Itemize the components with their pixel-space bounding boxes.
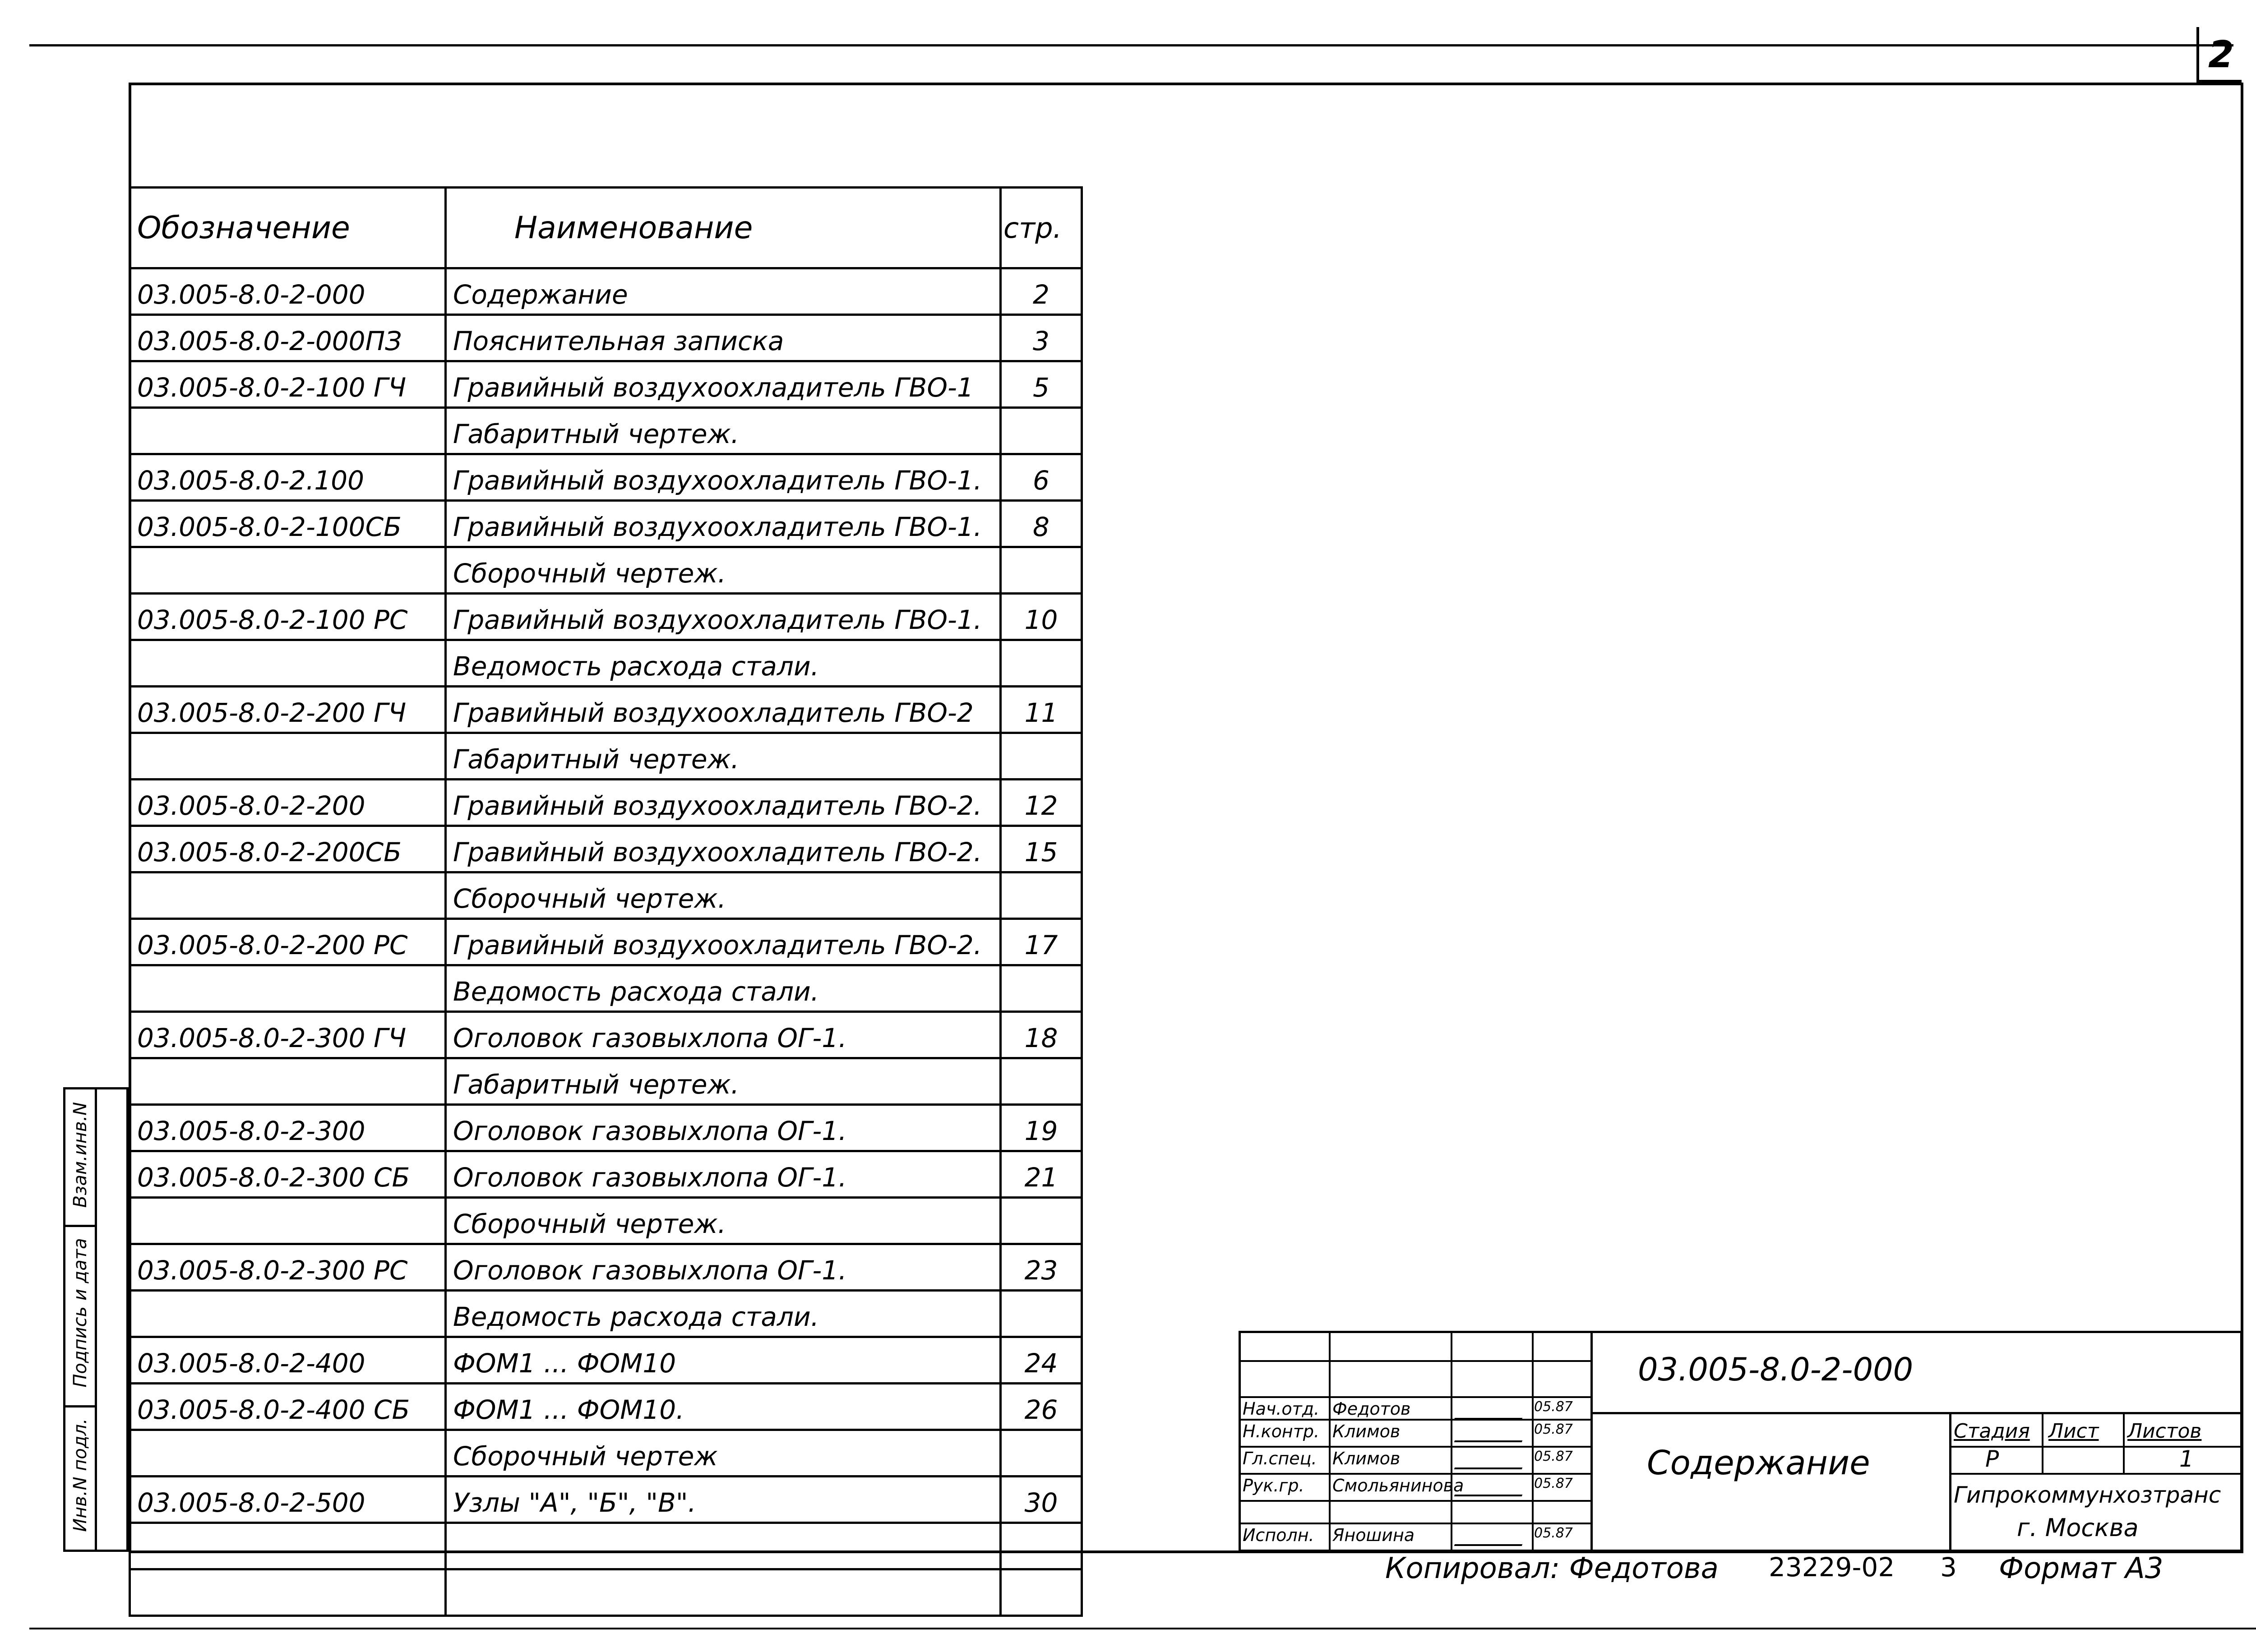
designation-cell: 03.005-8.0-2-500 <box>130 1477 446 1523</box>
designation-cell <box>130 547 446 594</box>
table-row <box>130 501 1082 547</box>
name-cell: Гравийный воздухоохладитель ГВО-1. <box>446 594 1001 640</box>
replace-inv-label: Взам.инв.N <box>70 1102 91 1208</box>
table-row <box>130 872 1082 919</box>
designation-cell: 03.005-8.0-2-300 СБ <box>130 1151 446 1198</box>
table-row <box>130 408 1082 454</box>
table-row <box>130 1477 1082 1523</box>
designation-cell: 03.005-8.0-2-200 РС <box>130 919 446 965</box>
page-cell: 19 <box>1001 1105 1082 1151</box>
table-row <box>130 1151 1082 1198</box>
designation-cell: 03.005-8.0-2-400 <box>130 1337 446 1384</box>
title-block-date-cell: 05.87 <box>1534 1399 1573 1415</box>
page-cell: 23 <box>1001 1244 1082 1291</box>
designation-cell <box>130 965 446 1012</box>
name-cell: Гравийный воздухоохладитель ГВО-2. <box>446 919 1001 965</box>
title-block-role-cell: Н.контр. <box>1243 1421 1320 1441</box>
sheets-value: 1 <box>2179 1446 2194 1472</box>
title-block-name-cell: Смольянинова <box>1332 1476 1464 1495</box>
page-cell: 8 <box>1001 501 1082 547</box>
designation-cell: 03.005-8.0-2-000ПЗ <box>130 315 446 361</box>
document-title: Содержание <box>1647 1444 1870 1482</box>
table-row <box>130 1244 1082 1291</box>
organization-name: Гипрокоммунхозтранс <box>1954 1482 2221 1508</box>
table-row <box>130 687 1082 733</box>
designation-cell: 03.005-8.0-2-300 ГЧ <box>130 1012 446 1058</box>
page-cell <box>1001 733 1082 780</box>
table-row <box>130 594 1082 640</box>
signature-mark <box>1454 1478 1529 1496</box>
page-cell <box>1001 1523 1082 1569</box>
page-cell <box>1001 1291 1082 1337</box>
name-cell: Оголовок газовыхлопа ОГ-1. <box>446 1105 1001 1151</box>
title-block-name-cell: Климов <box>1332 1421 1401 1441</box>
name-cell <box>446 1569 1001 1616</box>
title-block-name-cell: Федотов <box>1332 1399 1411 1419</box>
sheet-label: Лист <box>2048 1420 2099 1443</box>
name-cell: Оголовок газовыхлопа ОГ-1. <box>446 1244 1001 1291</box>
table-row <box>130 547 1082 594</box>
page-cell: 26 <box>1001 1384 1082 1430</box>
table-row <box>130 361 1082 408</box>
table-row <box>130 733 1082 780</box>
name-cell: Сборочный чертеж. <box>446 1198 1001 1244</box>
title-block-role-cell: Рук.гр. <box>1243 1476 1304 1495</box>
page-cell: 11 <box>1001 687 1082 733</box>
title-block-name-cell: Яношина <box>1332 1525 1415 1545</box>
sheets-label: Листов <box>2127 1420 2202 1443</box>
title-block-role-cell: Исполн. <box>1243 1525 1314 1545</box>
name-cell: Гравийный воздухоохладитель ГВО-2. <box>446 826 1001 872</box>
title-block-left-grid <box>1241 1333 1593 1550</box>
sheet-number: 2 <box>2208 33 2234 76</box>
designation-cell: 03.005-8.0-2-200 ГЧ <box>130 687 446 733</box>
inv-orig-label: Инв.N подл. <box>70 1418 91 1532</box>
designation-cell <box>130 1569 446 1616</box>
designation-cell: 03.005-8.0-2.100 <box>130 454 446 501</box>
name-cell: Содержание <box>446 268 1001 315</box>
format-label: Формат А3 <box>1999 1552 2164 1585</box>
designation-cell: 03.005-8.0-2-400 СБ <box>130 1384 446 1430</box>
title-block-date-cell: 05.87 <box>1534 1449 1573 1464</box>
designation-cell: 03.005-8.0-2-300 РС <box>130 1244 446 1291</box>
page-cell: 17 <box>1001 919 1082 965</box>
name-cell: Оголовок газовыхлопа ОГ-1. <box>446 1012 1001 1058</box>
title-block-name-cell: Климов <box>1332 1449 1401 1468</box>
name-cell: Гравийный воздухоохладитель ГВО-1. <box>446 501 1001 547</box>
designation-cell: 03.005-8.0-2-200 <box>130 780 446 826</box>
page-cell: 30 <box>1001 1477 1082 1523</box>
name-cell: Габаритный чертеж. <box>446 1058 1001 1105</box>
page-cell <box>1001 1569 1082 1616</box>
signature-mark <box>1454 1528 1529 1546</box>
table-row <box>130 1384 1082 1430</box>
name-cell: Ведомость расхода стали. <box>446 965 1001 1012</box>
name-cell: Гравийный воздухоохладитель ГВО-2 <box>446 687 1001 733</box>
table-row <box>130 454 1082 501</box>
table-row <box>130 1058 1082 1105</box>
title-block <box>1239 1331 2242 1552</box>
page-cell: 10 <box>1001 594 1082 640</box>
title-block-role-cell: Нач.отд. <box>1243 1399 1320 1419</box>
name-cell <box>446 1523 1001 1569</box>
name-cell: Гравийный воздухоохладитель ГВО-2. <box>446 780 1001 826</box>
table-header-row <box>130 188 1082 268</box>
table-row <box>130 640 1082 687</box>
stage-value: Р <box>1985 1446 1999 1472</box>
name-cell: Узлы "А", "Б", "В". <box>446 1477 1001 1523</box>
page-cell <box>1001 1430 1082 1477</box>
title-block-date-cell: 05.87 <box>1534 1476 1573 1491</box>
title-block-date-cell: 05.87 <box>1534 1421 1573 1437</box>
designation-cell: 03.005-8.0-2-100 РС <box>130 594 446 640</box>
name-cell: Сборочный чертеж. <box>446 547 1001 594</box>
designation-cell: 03.005-8.0-2-100СБ <box>130 501 446 547</box>
copied-by: Копировал: Федотова <box>1385 1552 1719 1585</box>
page-cell <box>1001 640 1082 687</box>
table-row <box>130 1012 1082 1058</box>
designation-cell <box>130 1058 446 1105</box>
title-block-date-cell: 05.87 <box>1534 1525 1573 1541</box>
top-border-line <box>29 44 2233 46</box>
table-row <box>130 268 1082 315</box>
document-code: 03.005-8.0-2-000 <box>1638 1351 1914 1388</box>
page-cell: 24 <box>1001 1337 1082 1384</box>
page-cell <box>1001 965 1082 1012</box>
title-block-role-cell: Гл.спец. <box>1243 1449 1317 1468</box>
page-cell: 2 <box>1001 268 1082 315</box>
table-row <box>130 1430 1082 1477</box>
page-header: стр. <box>1001 188 1082 268</box>
stage-label: Стадия <box>1954 1420 2030 1443</box>
name-cell: Гравийный воздухоохладитель ГВО-1 <box>446 361 1001 408</box>
page-cell: 21 <box>1001 1151 1082 1198</box>
page-cell: 3 <box>1001 315 1082 361</box>
table-row <box>130 1105 1082 1151</box>
name-cell: Сборочный чертеж. <box>446 872 1001 919</box>
designation-cell <box>130 408 446 454</box>
page-cell: 15 <box>1001 826 1082 872</box>
designation-cell <box>130 733 446 780</box>
signature-mark <box>1454 1424 1529 1442</box>
designation-cell: 03.005-8.0-2-100 ГЧ <box>130 361 446 408</box>
designation-cell <box>130 640 446 687</box>
name-header: Наименование <box>446 188 1001 268</box>
designation-cell <box>130 872 446 919</box>
page-cell <box>1001 1058 1082 1105</box>
sheet-index: 3 <box>1940 1552 1957 1583</box>
designation-cell <box>130 1430 446 1477</box>
table-row <box>130 780 1082 826</box>
frame-top-line <box>129 83 2243 85</box>
designation-cell <box>130 1291 446 1337</box>
designation-cell <box>130 1523 446 1569</box>
designation-cell: 03.005-8.0-2-000 <box>130 268 446 315</box>
table-row <box>130 826 1082 872</box>
name-cell: Ведомость расхода стали. <box>446 1291 1001 1337</box>
page-cell <box>1001 1198 1082 1244</box>
order-number: 23229-02 <box>1769 1552 1895 1583</box>
designation-cell <box>130 1198 446 1244</box>
page-cell: 6 <box>1001 454 1082 501</box>
page-cell <box>1001 408 1082 454</box>
page-cell: 5 <box>1001 361 1082 408</box>
name-cell: Пояснительная записка <box>446 315 1001 361</box>
table-row <box>130 965 1082 1012</box>
table-row <box>130 919 1082 965</box>
name-cell: ФОМ1 ... ФОМ10 <box>446 1337 1001 1384</box>
table-row <box>130 1337 1082 1384</box>
organization-city: г. Москва <box>2017 1514 2139 1542</box>
designation-cell: 03.005-8.0-2-200СБ <box>130 826 446 872</box>
table-row <box>130 1569 1082 1616</box>
page-cell: 12 <box>1001 780 1082 826</box>
table-row <box>130 315 1082 361</box>
table-row <box>130 1291 1082 1337</box>
table-row <box>130 1523 1082 1569</box>
signature-mark <box>1454 1402 1529 1420</box>
name-cell: Сборочный чертеж <box>446 1430 1001 1477</box>
name-cell: Габаритный чертеж. <box>446 408 1001 454</box>
designation-cell: 03.005-8.0-2-300 <box>130 1105 446 1151</box>
side-stamp <box>63 1087 129 1552</box>
table-row <box>130 1198 1082 1244</box>
designation-header: Обозначение <box>130 188 446 268</box>
name-cell: Габаритный чертеж. <box>446 733 1001 780</box>
contents-table <box>129 186 1083 1617</box>
name-cell: ФОМ1 ... ФОМ10. <box>446 1384 1001 1430</box>
signature-mark <box>1454 1451 1529 1469</box>
name-cell: Гравийный воздухоохладитель ГВО-1. <box>446 454 1001 501</box>
name-cell: Оголовок газовыхлопа ОГ-1. <box>446 1151 1001 1198</box>
page-cell <box>1001 547 1082 594</box>
page-cell: 18 <box>1001 1012 1082 1058</box>
bottom-border-line <box>29 1628 2256 1629</box>
sheet-number-box <box>2196 27 2242 83</box>
name-cell: Ведомость расхода стали. <box>446 640 1001 687</box>
side-stamp-divider <box>95 1089 97 1550</box>
page-cell <box>1001 872 1082 919</box>
signature-date-label: Подпись и дата <box>70 1238 91 1388</box>
